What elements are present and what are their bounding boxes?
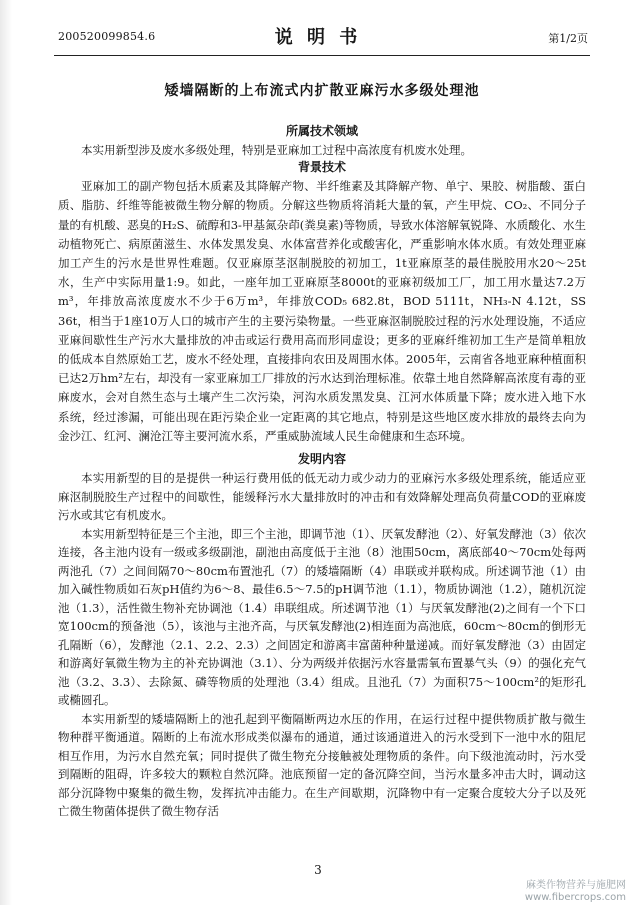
paragraph: 本实用新型特征是三个主池，即三个主池，即调节池（1）、厌氧发酵池（2）、好氧发酵池（3）依次连接，各主池内设有一级或多级副池，副池由高度低于主池（8）池围50cm，离底部40～70cm处每两两池孔（7）之间间隔70～80cm布置池孔（7）的矮墙隔断（4）串联或并联构成。所述调节池（1）由加入碱性物质如石灰pH值约为6～8、最佳6.5～7.5的pH调节池（1.1），物质协调池（1.2），随机沉淀池（1.3），活性微生物补充协调池（1.4）串联组成。所述调节池（1）与厌氧发酵池(2)之间有一个下口宽100cm的预备池（5），该池与主池齐高，与厌氧发酵池(2)相连面为高池底，60cm～80cm的倒形无孔隔断（6），发酵池（2.1、2.2、2.3）之间固定和游离丰富菌种种量递减。而好氧发酵池（3）由固定和游离好氧微生物为主的补充协调池（3.1）、分为两级并依据污水容量需氧布置暴气头（9）的强化充气池（3.2、3.3）、去除氮、磷等物质的处理池（3.4）组成。且池孔（7）为面积75～100cm²的矩形孔或椭圆孔。	[58, 526, 586, 708]
section-heading: 背景技术	[297, 160, 346, 175]
section-invention-content	[58, 452, 586, 821]
watermark	[525, 880, 626, 904]
header-rule	[54, 55, 590, 56]
section-heading: 所属技术领域	[285, 124, 358, 138]
page-number: 3	[314, 863, 322, 877]
document-body	[58, 80, 586, 821]
document-title: 矮墙隔断的上布流式内扩散亚麻污水多级处理池	[164, 83, 480, 99]
section-background	[58, 160, 586, 446]
section-technical-field	[58, 124, 586, 160]
section-heading: 发明内容	[297, 452, 346, 467]
paragraph: 亚麻加工的副产物包括木质素及其降解产物、半纤维素及其降解产物、单宁、果胶、树脂酸、蛋白质、脂肪、纤维等能被微生物分解的物质。分解这些物质将消耗大量的氧，产生甲烷、CO₂、不同分子量的有机酸、恶臭的H₂S、硫醇和3-甲基氮杂茚(粪臭素)等物质，导致水体溶解氧锐降、水质酸化、水生动植物死亡、病原菌滋生、水体发黑发臭、水体富营养化或酸害化，严重影响水体水质。有效处理亚麻加工产生的污水是世界性难题。仅亚麻原茎沤制脱胶的初加工，1t亚麻原茎的最佳脱胶用水20～25t水，生产中实际用量1:9。如此，一座年加工亚麻原茎8000t的亚麻初级加工厂，加工用水量达7.2万m³，年排放高浓度废水不少于6万m³，年排放COD₅ 682.8t，BOD 5111t，NH₃-N 4.12t，SS 36t，相当于1座10万人口的城市产生的主要污染物量。一些亚麻沤制脱胶过程的污水处理设施，不适应亚麻间歇性生产污水大量排放的冲击或运行费用高而形同虚设；更多的亚麻纤维初加工生产是简单粗放的低成本自然原始工艺，废水不经处理，直接排向农田及周围水体。2005年，云南省各地亚麻种植面积已达2万hm²左右，却没有一家亚麻加工厂排放的污水达到治理标准。依靠土地自然降解高浓度有毒的亚麻废水，会对自然生态与土壤产生二次污染，河沟水质发黑发臭、江河水体质量下降；废水进入地下水系统，经过渗漏，可能出现在距污染企业一定距离的其它地点，特别是这些地区废水排放的最终去向为金沙江、红河、澜沧江等主要河流水系，严重威胁流域人民生命健康和生态环境。	[58, 179, 586, 443]
watermark-line1: 麻类作物营养与施肥网	[526, 880, 626, 891]
page-info: 第1/2页	[548, 32, 588, 45]
watermark-line2: www.fibercrops.com	[524, 892, 626, 903]
doc-type-title: 说 明 书	[274, 27, 362, 48]
paragraph: 本实用新型涉及废水多级处理，特别是亚麻加工过程中高浓度有机废水处理。	[81, 143, 472, 157]
scan-edge-shadow	[0, 0, 12, 905]
paragraph: 本实用新型的目的是提供一种运行费用低的低无动力或少动力的亚麻污水多级处理系统，能适应亚麻沤制脱胶生产过程中的间歇性，能缓释污水大量排放时的冲击和有效降解处理高负荷量COD的亚麻废污水或其它有机废水。	[58, 471, 586, 523]
page-header	[0, 0, 636, 62]
paragraph: 本实用新型的矮墙隔断上的池孔起到平衡隔断两边水压的作用，在运行过程中提供物质扩散与微生物种群平衡通道。隔断的上布流水形成类似瀑布的通道，通过该通道进入的污水受到下一池中水的阻尼相互作用，为污水自然充氧；同时提供了微生物充分接触被处理物质的条件。向下级池流动时，污水受到隔断的阻碍，许多较大的颗粒自然沉降。池底预留一定的备沉降空间，当污水量多冲击大时，调动这部分沉降物中聚集的微生物，发挥抗冲击能力。在生产间歇期，沉降物中有一定聚合度较大分子以及死亡微生物菌体提供了微生物存活	[58, 711, 586, 819]
doc-number: 200520099854.6	[58, 30, 156, 43]
